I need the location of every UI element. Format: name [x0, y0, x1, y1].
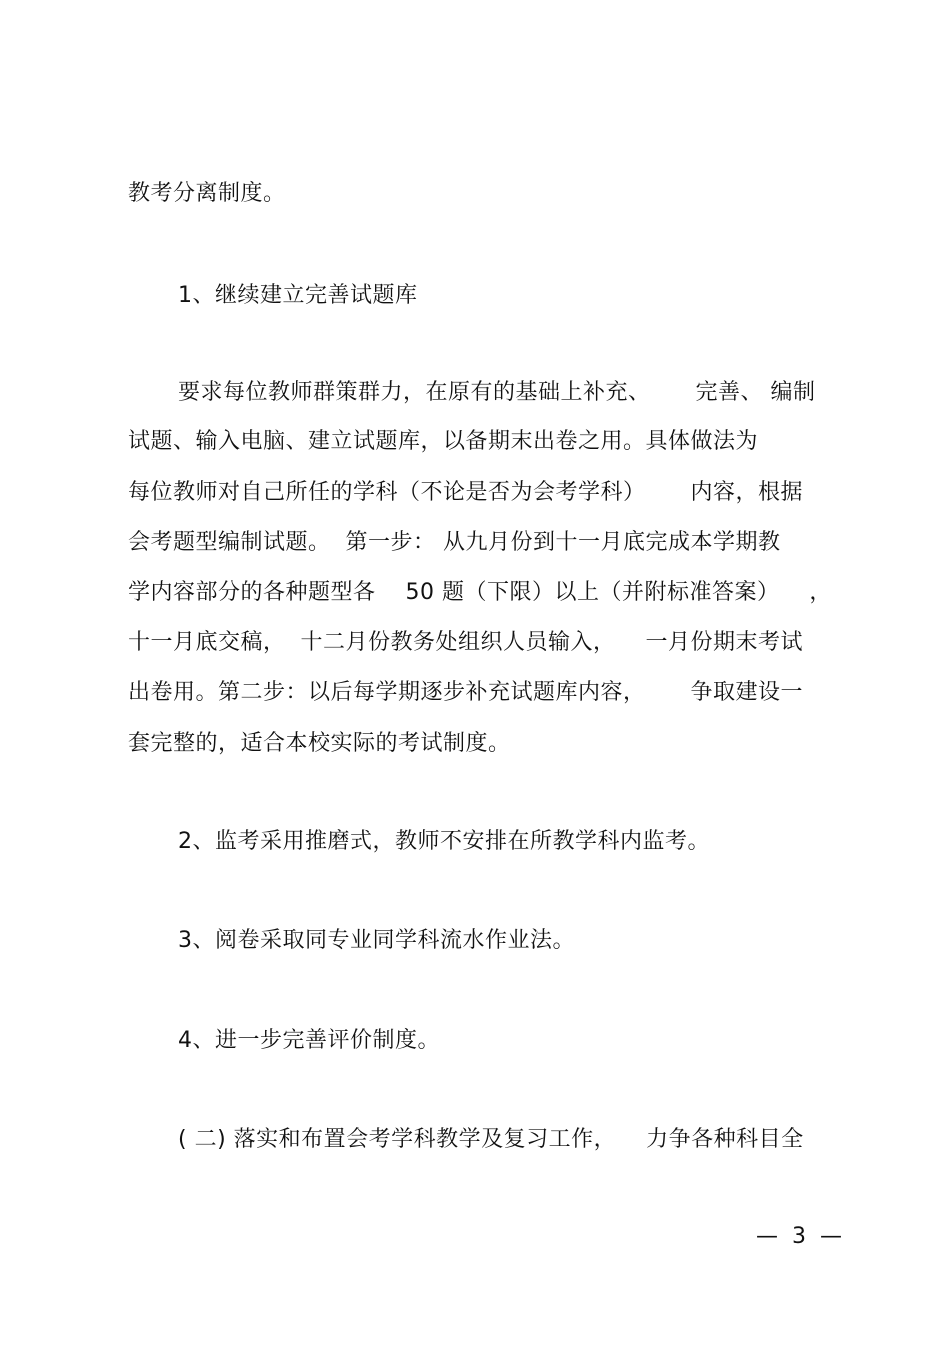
paragraph-line: 教考分离制度。 [128, 181, 286, 206]
paragraph-line: 出卷用。第二步：以后每学期逐步补充试题库内容， 争取建设一 [128, 680, 803, 705]
section-heading-1: 1、继续建立完善试题库 [178, 283, 418, 308]
section-heading-3: 3、阅卷采取同专业同学科流水作业法。 [178, 928, 575, 953]
paragraph-line: 十一月底交稿， 十二月份教务处组织人员输入， 一月份期末考试 [128, 630, 803, 655]
paragraph-line: 每位教师对自己所任的学科（不论是否为会考学科） 内容，根据 [128, 480, 803, 505]
paragraph-line: 要求每位教师群策群力，在原有的基础上补充、 完善、 编制 [178, 380, 816, 405]
section-heading-2: 2、监考采用推磨式，教师不安排在所教学科内监考。 [178, 829, 710, 854]
section-heading-4: 4、进一步完善评价制度。 [178, 1028, 440, 1053]
paragraph-line: 套完整的，适合本校实际的考试制度。 [128, 731, 511, 756]
section-heading-part-2: ( 二) 落实和布置会考学科教学及复习工作， 力争各种科目全 [178, 1127, 804, 1152]
paragraph-line: 试题、输入电脑、建立试题库，以备期末出卷之用。具体做法为 [128, 429, 759, 454]
paragraph-line: 学内容部分的各种题型各 50 题（下限）以上（并附标准答案） ， [128, 580, 832, 605]
page-number: — 3 — [756, 1224, 842, 1249]
paragraph-line: 会考题型编制试题。 第一步： 从九月份到十一月底完成本学期教 [128, 530, 781, 555]
